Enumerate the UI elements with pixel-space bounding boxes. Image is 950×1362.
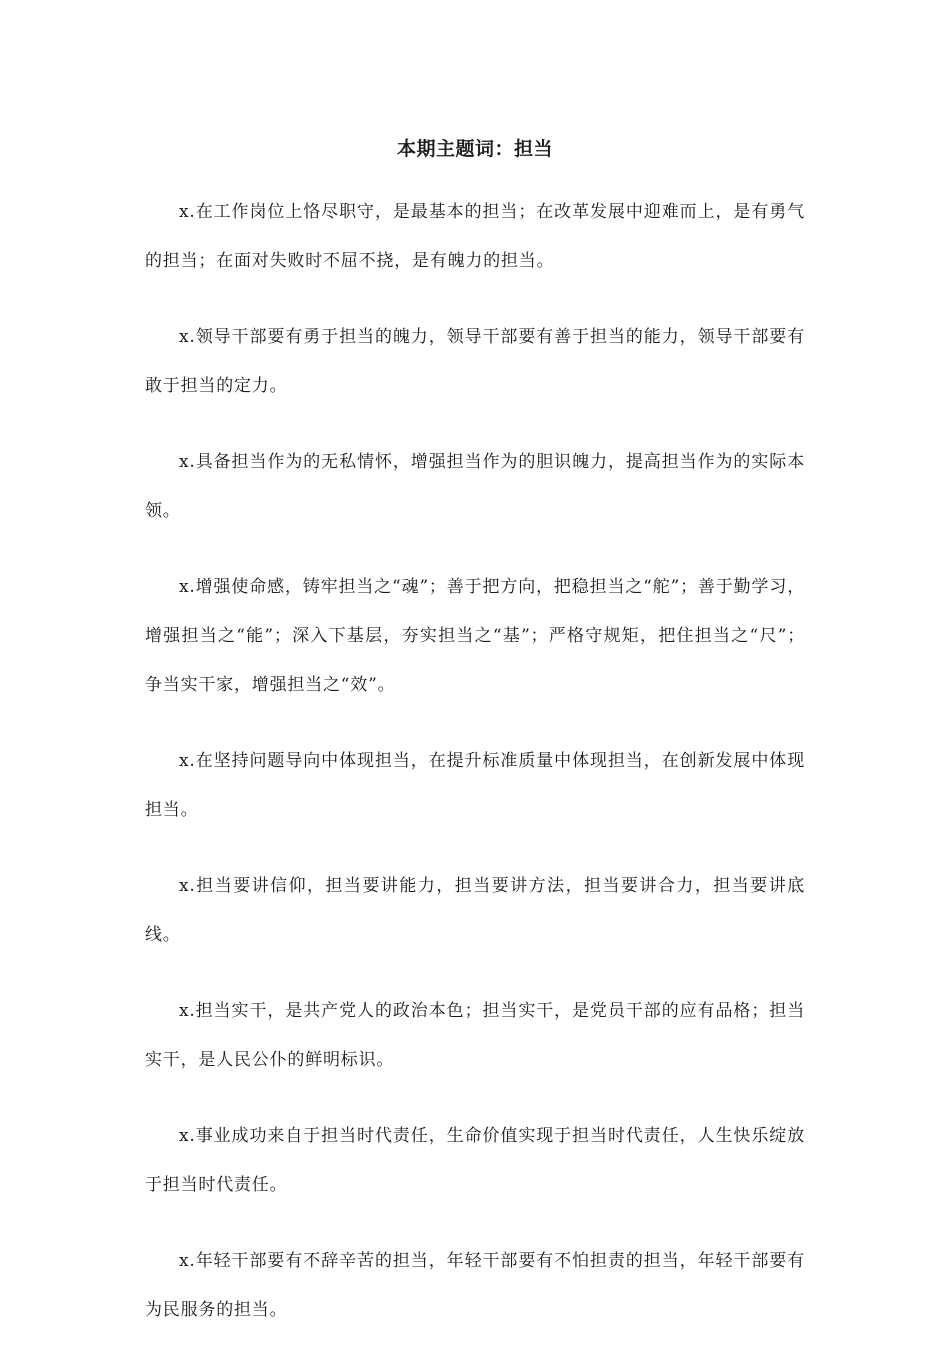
paragraph-1: x.在工作岗位上恪尽职守，是最基本的担当；在改革发展中迎难而上，是有勇气的担当；在面对失败时不屈不挠，是有魄力的担当。: [145, 202, 805, 271]
paragraph-4: x.增强使命感，铸牢担当之“魂”；善于把方向，把稳担当之“舵”；善于勤学习，增强担当之“能”；深入下基层，夯实担当之“基”；严格守规矩，把住担当之“尺”；争当实干家，增强担当之“效”。: [145, 577, 805, 695]
paragraph-2: x.领导干部要有勇于担当的魄力，领导干部要有善于担当的能力，领导干部要有敢于担当的定力。: [145, 327, 805, 396]
paragraph-3: x.具备担当作为的无私情怀，增强担当作为的胆识魄力，提高担当作为的实际本领。: [145, 452, 805, 521]
document-page: [145, 134, 805, 1362]
document-title: 本期主题词：担当: [396, 138, 553, 160]
paragraph-7: x.担当实干，是共产党人的政治本色；担当实干，是党员干部的应有品格；担当实干，是人民公仆的鲜明标识。: [145, 1001, 805, 1070]
paragraph-5: x.在坚持问题导向中体现担当，在提升标准质量中体现担当，在创新发展中体现担当。: [145, 751, 805, 820]
paragraph-9: x.年轻干部要有不辞辛苦的担当，年轻干部要有不怕担责的担当，年轻干部要有为民服务的担当。: [145, 1251, 805, 1320]
paragraph-8: x.事业成功来自于担当时代责任，生命价值实现于担当时代责任，人生快乐绽放于担当时代责任。: [145, 1126, 805, 1195]
paragraph-6: x.担当要讲信仰，担当要讲能力，担当要讲方法，担当要讲合力，担当要讲底线。: [145, 876, 805, 945]
